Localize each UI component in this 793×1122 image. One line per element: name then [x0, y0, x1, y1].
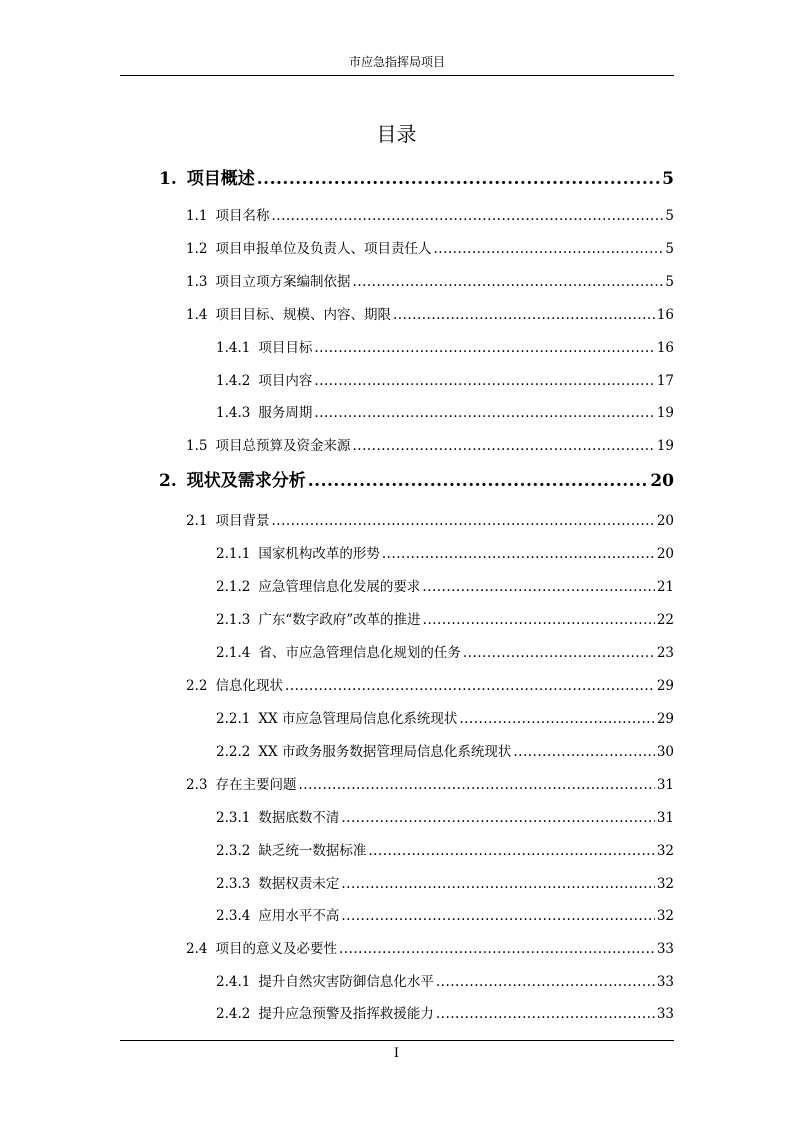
toc-entry-page-number: 20: [656, 546, 674, 562]
toc-section-entry[interactable]: [186, 239, 674, 259]
toc-subsection-entry[interactable]: [216, 371, 674, 391]
toc-entry-page-number: 31: [656, 777, 674, 793]
toc-entry-page-number: 32: [656, 843, 674, 859]
toc-subsection-entry[interactable]: [216, 577, 674, 597]
header-divider: [120, 75, 674, 76]
toc-section-entry[interactable]: [186, 206, 674, 226]
toc-entry-page-number: 20: [650, 471, 674, 491]
toc-entry-number: 1.: [159, 169, 177, 189]
toc-entry-title: 项目总预算及资金来源: [215, 438, 351, 454]
toc-section-entry[interactable]: [186, 676, 674, 696]
toc-subsection-entry[interactable]: [216, 610, 674, 630]
toc-entry-page-number: 16: [656, 307, 674, 323]
toc-entry-number: 1.1: [186, 208, 208, 224]
toc-dot-leader: [257, 168, 660, 190]
toc-entry-title: 项目背景: [215, 513, 270, 529]
toc-entry-page-number: 22: [656, 612, 674, 628]
footer-page-number: I: [393, 1046, 400, 1061]
toc-dot-leader: [341, 874, 654, 894]
toc-dot-leader: [368, 841, 654, 861]
toc-dot-leader: [314, 371, 654, 391]
toc-dot-leader: [459, 709, 654, 729]
toc-entry-title: 广东“数字政府”改革的推进: [258, 612, 421, 628]
toc-entry-number: 2.3.3: [216, 876, 251, 892]
toc-entry-title: 缺乏统一数据标准: [258, 843, 367, 859]
toc-entry-number: 2.2: [186, 678, 208, 694]
toc-entry-page-number: 19: [656, 405, 674, 421]
toc-entry-title: XX 市政务服务数据管理局信息化系统现状: [258, 744, 512, 760]
toc-entry-title: 项目立项方案编制依据: [215, 274, 351, 290]
toc-section-entry[interactable]: [186, 305, 674, 325]
toc-entry-number: 2.4.1: [216, 974, 251, 990]
toc-entry-title: 数据底数不清: [258, 810, 340, 826]
toc-entry-title: 项目目标: [258, 340, 313, 356]
toc-entry-number: 2.1: [186, 513, 208, 529]
toc-dot-leader: [393, 305, 655, 325]
toc-entry-number: 2.1.4: [216, 645, 251, 661]
toc-entry-title: 提升应急预警及指挥救援能力: [258, 1006, 434, 1022]
toc-dot-leader: [341, 906, 654, 926]
toc-entry-page-number: 5: [665, 274, 674, 290]
toc-entry-title: 项目概述: [186, 169, 255, 189]
header-title: 市应急指挥局项目: [348, 55, 445, 69]
toc-entry-page-number: 29: [656, 678, 674, 694]
toc-entry-title: 数据权责未定: [258, 876, 340, 892]
toc-dot-leader: [423, 610, 655, 630]
toc-entry-number: 2.2.2: [216, 744, 251, 760]
toc-entry-page-number: 5: [665, 208, 674, 224]
toc-subsection-entry[interactable]: [216, 972, 674, 992]
toc-section-entry[interactable]: [186, 775, 674, 795]
toc-entry-number: 2.: [159, 471, 177, 491]
toc-dot-leader: [308, 470, 649, 492]
toc-entry-number: 1.4: [186, 307, 208, 323]
toc-dot-leader: [314, 338, 654, 358]
toc-section-entry[interactable]: [186, 939, 674, 959]
toc-entry-page-number: 19: [656, 438, 674, 454]
toc-entry-title: 现状及需求分析: [186, 471, 306, 491]
toc-entry-page-number: 20: [656, 513, 674, 529]
toc-entry-page-number: 23: [656, 645, 674, 661]
toc-entry-page-number: 16: [656, 340, 674, 356]
toc-entry-number: 1.5: [186, 438, 208, 454]
toc-entry-page-number: 30: [656, 744, 674, 760]
toc-dot-leader: [314, 403, 654, 423]
toc-section-entry[interactable]: [186, 272, 674, 292]
toc-dot-leader: [436, 972, 655, 992]
toc-entry-title: 存在主要问题: [215, 777, 297, 793]
toc-dot-leader: [352, 436, 654, 456]
toc-entry-number: 2.3.2: [216, 843, 251, 859]
toc-entry-number: 2.3.4: [216, 908, 251, 924]
toc-entry-page-number: 33: [656, 974, 674, 990]
toc-dot-leader: [433, 239, 663, 259]
toc-chapter-entry[interactable]: [159, 168, 674, 190]
toc-entry-number: 2.1.2: [216, 579, 251, 595]
toc-entry-title: 应用水平不高: [258, 908, 340, 924]
toc-entry-title: 项目目标、规模、内容、期限: [215, 307, 391, 323]
toc-entry-page-number: 32: [656, 908, 674, 924]
toc-entry-number: 2.4: [186, 941, 208, 957]
toc-dot-leader: [271, 511, 654, 531]
toc-subsection-entry[interactable]: [216, 742, 674, 762]
toc-subsection-entry[interactable]: [216, 906, 674, 926]
toc-dot-leader: [382, 544, 655, 564]
toc-entry-title: 省、市应急管理信息化规划的任务: [258, 645, 461, 661]
toc-dot-leader: [285, 676, 655, 696]
toc-chapter-entry[interactable]: [159, 470, 674, 492]
toc-section-entry[interactable]: [186, 436, 674, 456]
toc-entry-title: 应急管理信息化发展的要求: [258, 579, 421, 595]
toc-entry-number: 2.1.1: [216, 546, 251, 562]
toc-entry-title: 信息化现状: [215, 678, 283, 694]
toc-entry-title: 服务周期: [258, 405, 313, 421]
toc-entry-number: 1.3: [186, 274, 208, 290]
toc-entry-number: 1.4.1: [216, 340, 251, 356]
toc-subsection-entry[interactable]: [216, 544, 674, 564]
toc-entry-page-number: 21: [656, 579, 674, 595]
toc-entry-title: 提升自然灾害防御信息化水平: [258, 974, 434, 990]
toc-dot-leader: [422, 577, 654, 597]
toc-subsection-entry[interactable]: [216, 338, 674, 358]
toc-dot-leader: [463, 643, 655, 663]
toc-entry-number: 1.4.3: [216, 405, 251, 421]
toc-dot-leader: [298, 775, 654, 795]
toc-entry-page-number: 32: [656, 876, 674, 892]
toc-entry-number: 2.2.1: [216, 711, 251, 727]
toc-dot-leader: [436, 1004, 655, 1024]
toc-subsection-entry[interactable]: [216, 808, 674, 828]
toc-subsection-entry[interactable]: [216, 643, 674, 663]
toc-entry-title: XX 市应急管理局信息化系统现状: [258, 711, 458, 727]
toc-entry-page-number: 31: [656, 810, 674, 826]
toc-entry-title: 项目申报单位及负责人、项目责任人: [215, 241, 432, 257]
toc-subsection-entry[interactable]: [216, 841, 674, 861]
toc-subsection-entry[interactable]: [216, 709, 674, 729]
toc-entry-page-number: 5: [665, 241, 674, 257]
toc-entry-number: 2.3: [186, 777, 208, 793]
toc-entry-number: 2.4.2: [216, 1006, 251, 1022]
toc-entry-page-number: 17: [656, 373, 674, 389]
toc-dot-leader: [339, 939, 655, 959]
toc-dot-leader: [513, 742, 654, 762]
toc-subsection-entry[interactable]: [216, 403, 674, 423]
toc-title: 目录: [376, 122, 417, 146]
toc-subsection-entry[interactable]: [216, 874, 674, 894]
toc-entry-number: 2.1.3: [216, 612, 251, 628]
toc-entry-title: 项目的意义及必要性: [215, 941, 337, 957]
toc-entry-number: 1.4.2: [216, 373, 251, 389]
toc-dot-leader: [271, 206, 663, 226]
toc-entry-page-number: 5: [662, 169, 674, 189]
footer-divider: [120, 1040, 674, 1041]
toc-subsection-entry[interactable]: [216, 1004, 674, 1024]
toc-entry-number: 2.3.1: [216, 810, 251, 826]
toc-entry-title: 项目名称: [215, 208, 270, 224]
toc-entry-number: 1.2: [186, 241, 208, 257]
toc-entry-page-number: 33: [656, 1006, 674, 1022]
toc-dot-leader: [341, 808, 654, 828]
toc-dot-leader: [352, 272, 663, 292]
toc-entry-page-number: 29: [656, 711, 674, 727]
toc-entry-title: 国家机构改革的形势: [258, 546, 380, 562]
toc-entry-page-number: 33: [656, 941, 674, 957]
toc-entry-title: 项目内容: [258, 373, 313, 389]
toc-section-entry[interactable]: [186, 511, 674, 531]
